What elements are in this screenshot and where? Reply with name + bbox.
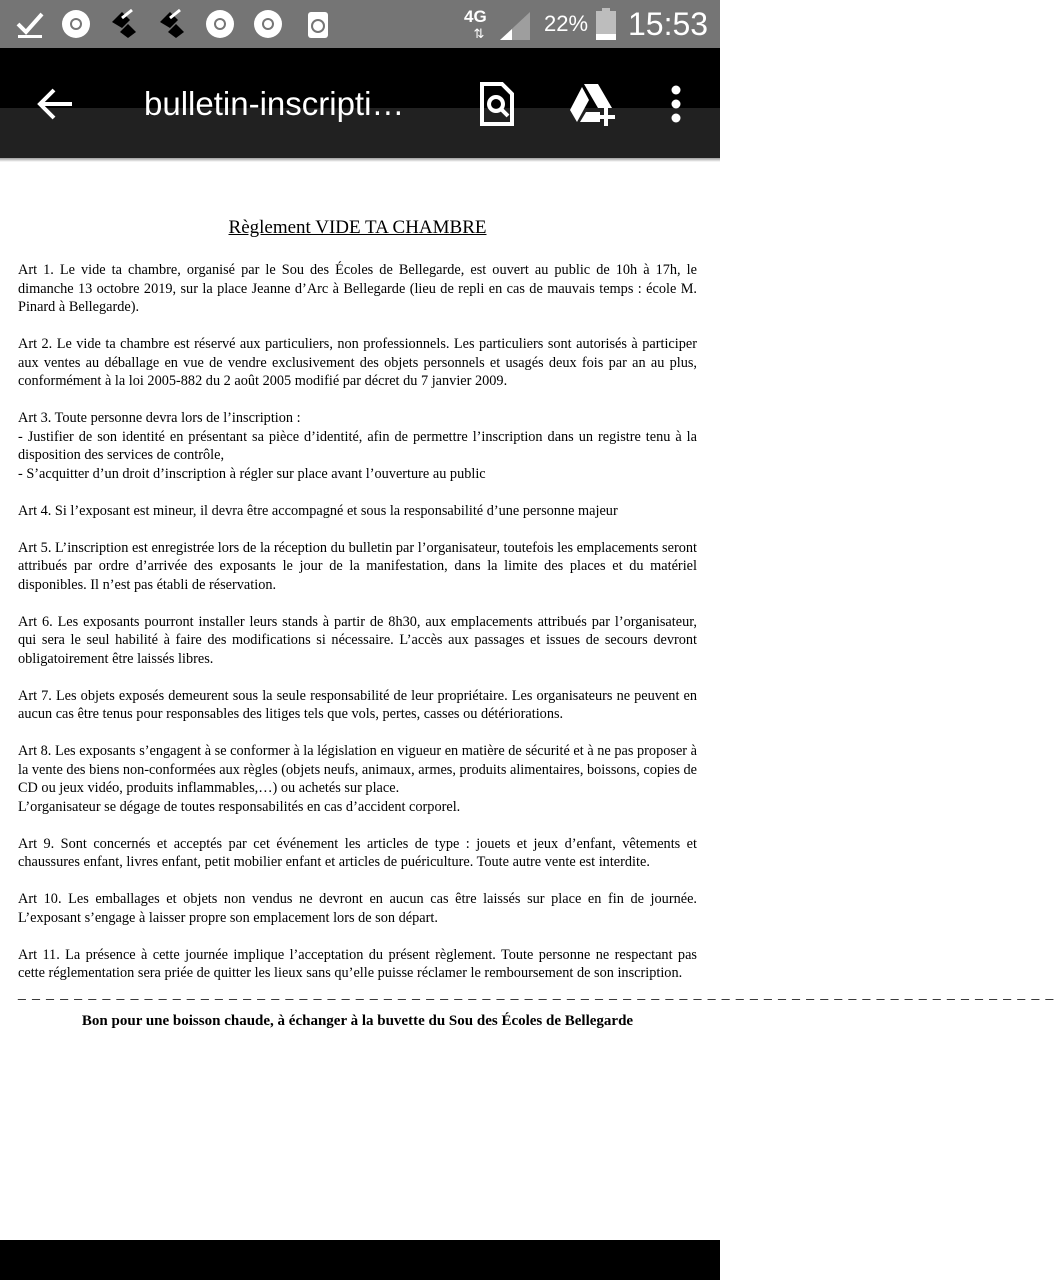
chrome-icon bbox=[60, 8, 92, 40]
check-icon bbox=[14, 8, 46, 40]
clock: 15:53 bbox=[628, 6, 709, 42]
find-in-document-button[interactable] bbox=[470, 78, 522, 130]
chrome-icon bbox=[252, 8, 284, 40]
article-7: Art 7. Les objets exposés demeurent sous la seule responsabilité de leur propriétaire. Les organisateurs ne peuvent en aucun cas être tenus pour responsables des litiges tels que vols, pertes, casses ou détériorations. bbox=[18, 687, 697, 722]
signal-icon bbox=[498, 10, 532, 42]
app-bar-shadow bbox=[0, 158, 720, 162]
article-3-item-2: - S’acquitter d’un droit d’inscription à régler sur place avant l’ouverture au public bbox=[18, 465, 486, 482]
article-11: Art 11. La présence à cette journée implique l’acceptation du présent règlement. Toute personne ne respectant pas cette réglementation sera priée de quitter les lieux sans qu’elle puisse réclamer le remboursement de son inscription. bbox=[18, 946, 697, 981]
navigation-bar bbox=[0, 1240, 720, 1280]
add-to-drive-icon bbox=[570, 84, 615, 126]
recycle-icon bbox=[302, 8, 334, 40]
article-5: Art 5. L’inscription est enregistrée lors de la réception du bulletin par l’organisateur, toutefois les emplacements seront attribués par ordre d’arrivée des exposants le jour de la manifestation, dans la limite des places et du matériel disponibles. Il n’est pas établi de réservation. bbox=[18, 539, 697, 593]
article-3-intro: Art 3. Toute personne devra lors de l’inscription : bbox=[18, 410, 301, 426]
article-8-text: Art 8. Les exposants s’engagent à se conformer à la législation en vigueur en matière de sécurité et à ne pas proposer à la vente des biens non-conformées aux règles (objets neufs, animaux, armes, produits alimentaires, boissons, copies de CD ou jeux vidéo, produits inflammables,…) ou achetés sur place. bbox=[18, 743, 697, 796]
network-type: 4G bbox=[464, 7, 487, 26]
document-page bbox=[18, 210, 1055, 1030]
article-1: Art 1. Le vide ta chambre, organisé par le Sou des Écoles de Bellegarde, est ouvert au public de 10h à 17h, le dimanche 13 octobre 2019, sur la place Jeanne d’Arc à Bellegarde (lieu de repli en cas de mauvais temps : école M. Pinard à Bellegarde). bbox=[18, 262, 697, 315]
cut-line-separator: _ _ _ _ _ _ _ _ _ _ _ _ _ _ _ _ _ _ _ _ _ _ _ _ _ _ _ _ _ _ _ _ _ _ _ _ _ _ _ _ _ _ _ _ _ _ _ _ _ _ _ _ _ _ _ _ _ _ _ _ _ _ _ _ _ _ _ _ _ _ _ _ _ _ bbox=[18, 984, 1055, 1000]
document-search-icon bbox=[482, 84, 512, 124]
article-8 bbox=[18, 742, 697, 816]
chrome-icon bbox=[204, 8, 236, 40]
article-10: Art 10. Les emballages et objets non vendus ne devront en aucun cas être laissés sur place en fin de journée. L’exposant s’engage à laisser propre son emplacement lors de son départ. bbox=[18, 891, 697, 926]
page-title: Règlement VIDE TA CHAMBRE bbox=[228, 217, 487, 238]
article-6: Art 6. Les exposants pourront installer leurs stands à partir de 8h30, aux emplacements attribués par l’organisateur, qui sera le seul habilité à faire des modifications si nécessaire. L’accès aux passages et issues de secours devront obligatoirement être laissés libres. bbox=[18, 613, 697, 667]
status-bar bbox=[0, 0, 720, 48]
voucher-note: Bon pour une boisson chaude, à échanger à la buvette du Sou des Écoles de Bellegarde bbox=[81, 1012, 634, 1029]
article-4: Art 4. Si l’exposant est mineur, il devra être accompagné et sous la responsabilité d’une personne majeur bbox=[18, 502, 618, 519]
more-vert-icon bbox=[672, 86, 681, 123]
loop-icon bbox=[156, 8, 188, 40]
network-indicator bbox=[464, 0, 494, 48]
document-title: bulletin-inscripti… bbox=[144, 85, 405, 122]
more-options-button[interactable] bbox=[650, 78, 702, 130]
article-3-item-1: - Justifier de son identité en présentant sa pièce d’identité, afin de permettre l’inscription dans un registre tenu à la disposition des services de contrôle, bbox=[18, 428, 697, 463]
data-arrows-icon: ⇅ bbox=[473, 26, 485, 41]
loop-icon bbox=[108, 8, 140, 40]
battery-percent: 22% bbox=[544, 11, 589, 36]
add-to-drive-button[interactable] bbox=[566, 78, 618, 130]
article-3 bbox=[18, 409, 697, 483]
arrow-left-icon bbox=[40, 90, 72, 118]
battery-icon bbox=[596, 8, 616, 40]
article-8-line-2: L’organisateur se dégage de toutes responsabilités en cas d’accident corporel. bbox=[18, 798, 461, 815]
article-9: Art 9. Sont concernés et acceptés par cet événement les articles de type : jouets et jeux d’enfant, vêtements et chaussures enfant, livres enfant, petit mobilier enfant et articles de puériculture. Toute autre vente est interdite. bbox=[18, 835, 697, 870]
article-2: Art 2. Le vide ta chambre est réservé aux particuliers, non professionnels. Les particuliers sont autorisés à participer aux ventes au déballage en vue de vendre exclusivement des objets personnels et usagés deux fois par an au plus, conformément à la loi 2005-882 du 2 août 2005 modifié par décret du 7 janvier 2009. bbox=[18, 336, 697, 389]
back-button[interactable] bbox=[32, 80, 80, 128]
